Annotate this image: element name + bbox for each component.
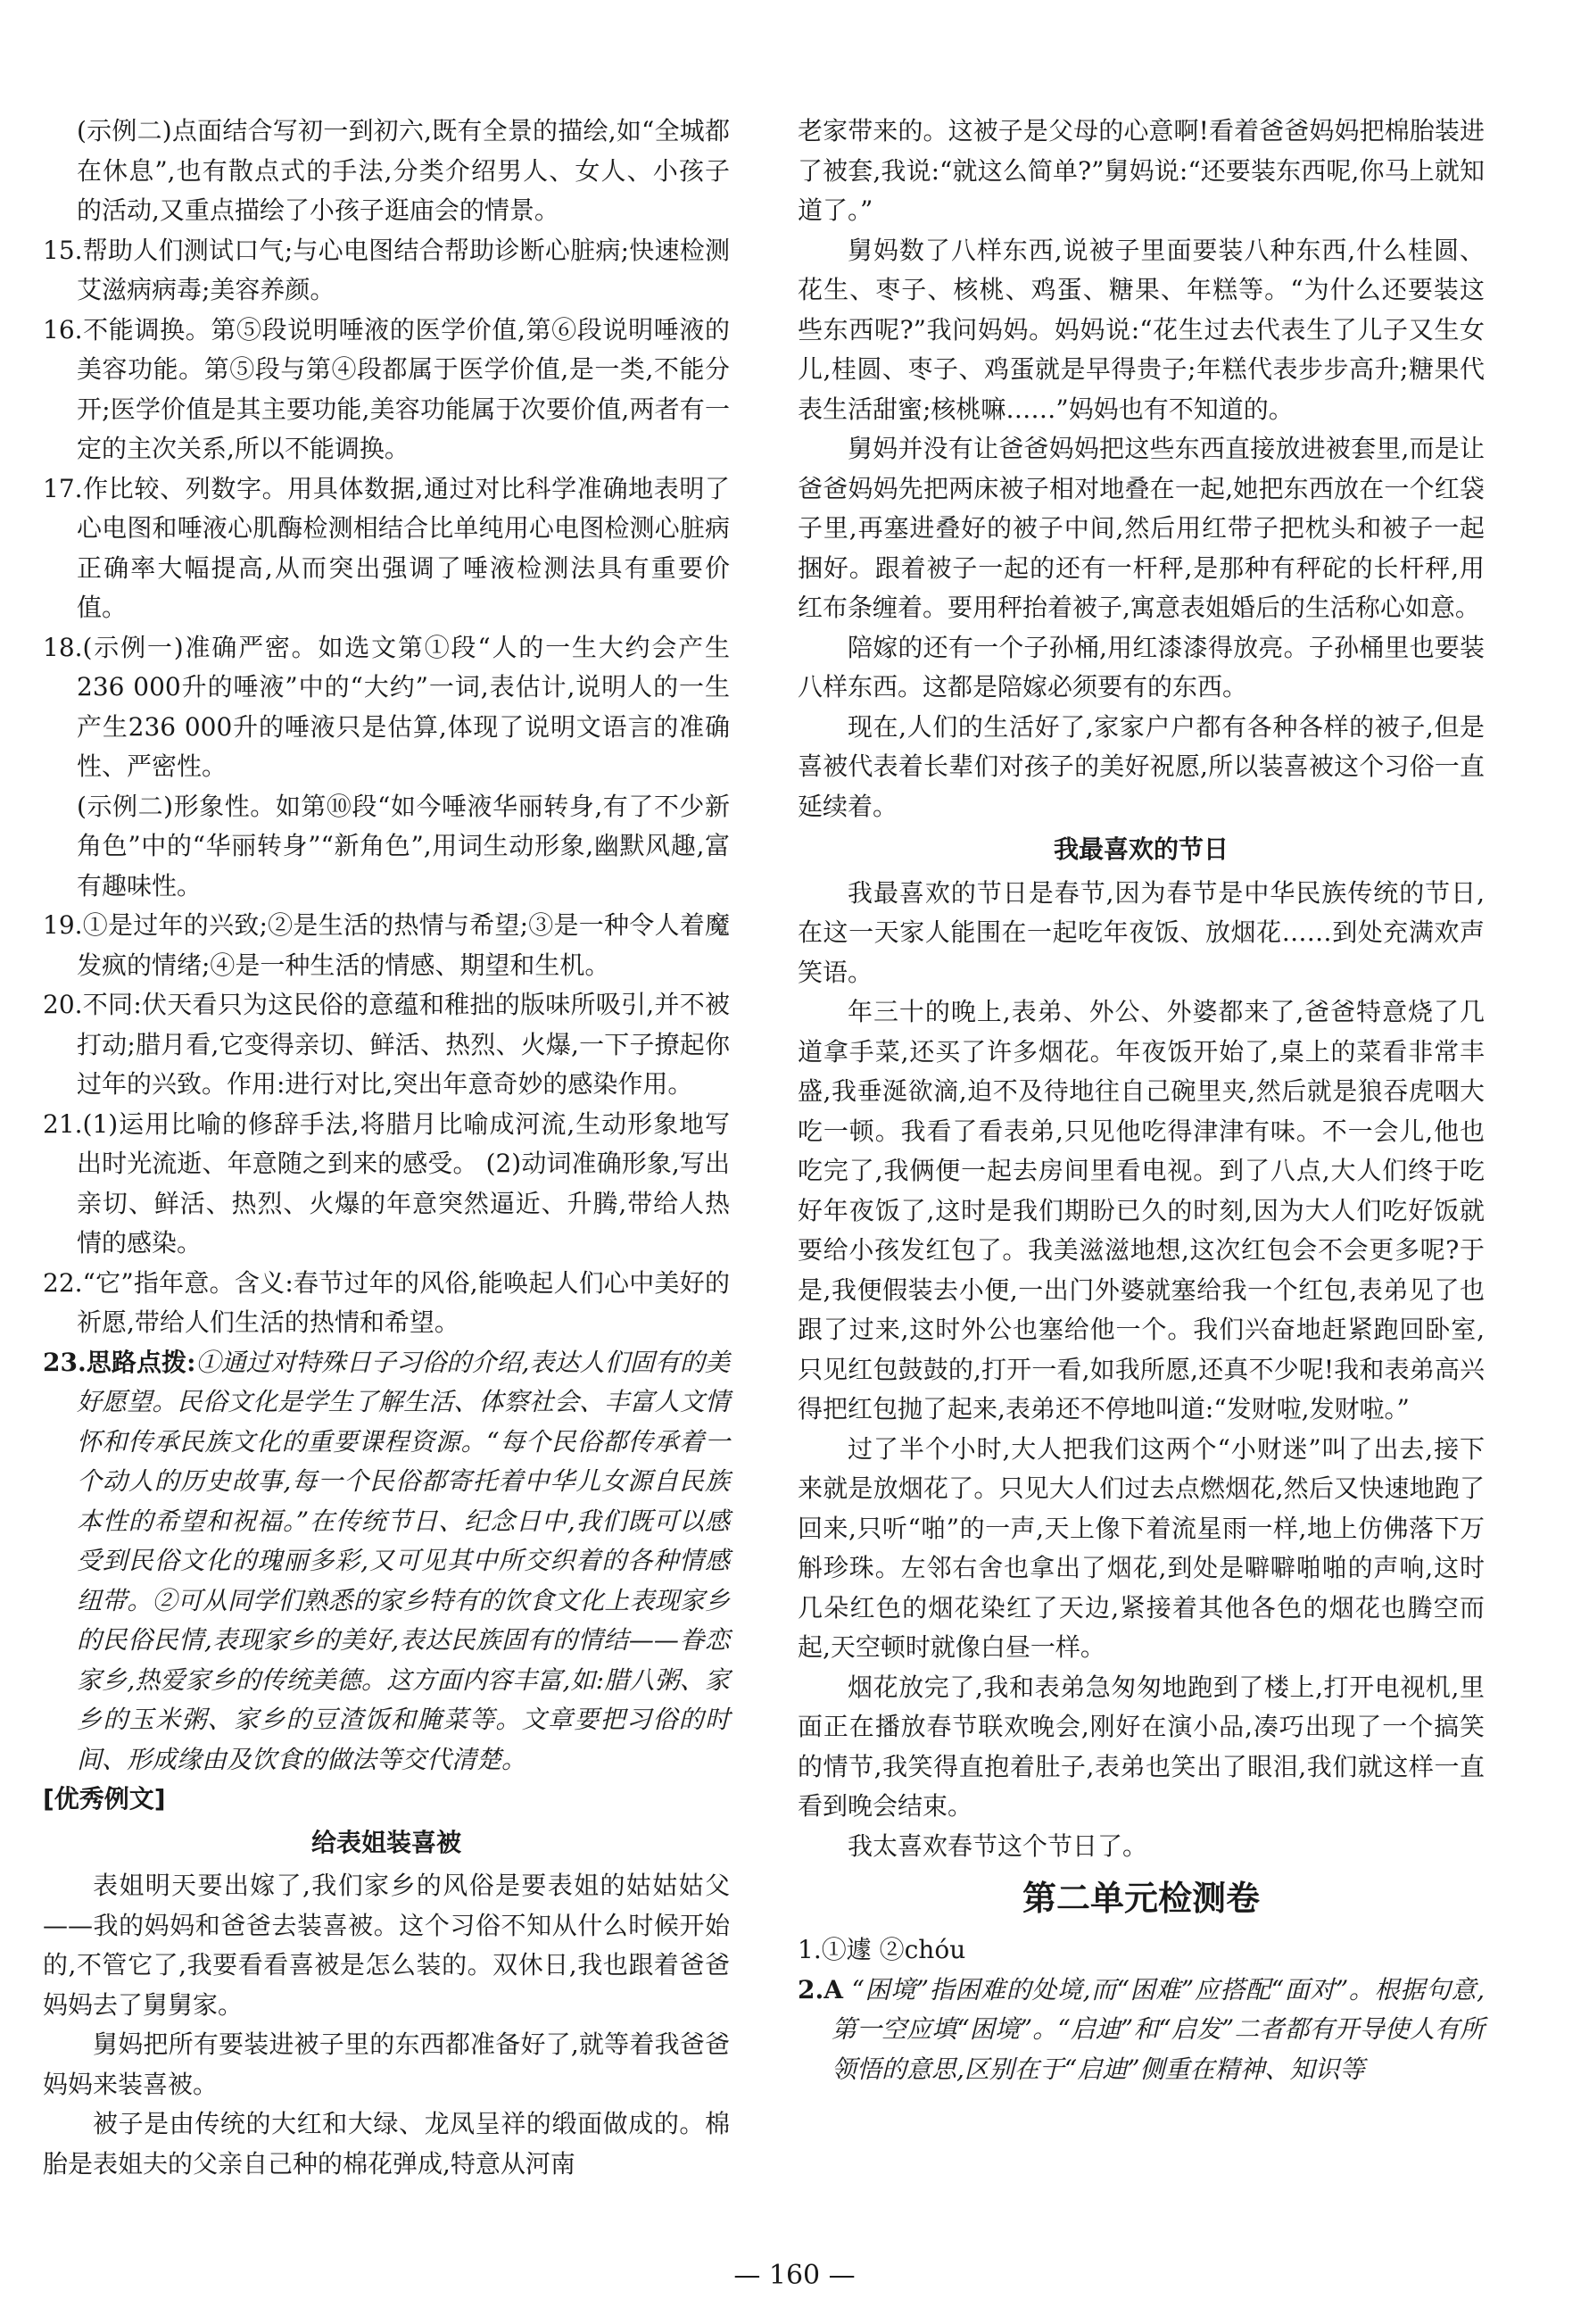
answer-number: 22. — [43, 1267, 83, 1298]
answer-number: 21. — [43, 1108, 83, 1139]
essay-paragraph: 年三十的晚上,表弟、外公、外婆都来了,爸爸特意烧了几道拿手菜,还买了许多烟花。年夜饭开始了,桌上的菜看非常丰盛,我垂涎欲滴,迫不及待地往自己碗里夹,然后就是狼吞虎咽大吃一顿。我看了看表弟,只见他吃得津津有味。不一会儿,他也吃完了,我俩便一起去房间里看电视。到了八点,大人们终于吃好年夜饭了,这时是我们期盼已久的时刻,因为大人们吃好饭就要给小孩发红包了。我美滋滋地想,这次红包会不会更多呢?于是,我便假装去小便,一出门外婆就塞给我一个红包,表弟见了也跟了过来,这时外公也塞给他一个。我们兴奋地赶紧跑回卧室,只见红包鼓鼓的,打开一看,如我所愿,还真不少呢!我和表弟高兴得把红包抛了起来,表弟还不停地叫道:“发财啦,发财啦。” — [798, 997, 1485, 1423]
answer-19 — [43, 906, 730, 985]
answer-20 — [43, 985, 730, 1105]
answer-number: 16. — [43, 314, 83, 344]
answer-22 — [43, 1264, 730, 1343]
essay-paragraph: 烟花放完了,我和表弟急匆匆地跑到了楼上,打开电视机,里面正在播放春节联欢晚会,刚好在演小品,凑巧出现了一个搞笑的情节,我笑得直抱着肚子,表弟也笑出了眼泪,我们就这样一直看到晚会结束。 — [798, 1672, 1485, 1821]
answer-15 — [43, 231, 730, 311]
essay-paragraph: 舅妈把所有要装进被子里的东西都准备好了,就等着我爸爸妈妈来装喜被。 — [43, 2029, 730, 2099]
answer-number: 15. — [43, 235, 83, 265]
hint-label: 思路点拨: — [86, 1347, 196, 1377]
answer-text: 不同:伏天看只为这民俗的意蕴和稚拙的版味所吸引,并不被打动;腊月看,它变得亲切、鲜活、热烈、火爆,一下子撩起你过年的兴致。作用:进行对比,突出年意奇妙的感染作用。 — [77, 990, 730, 1099]
answer-17 — [43, 469, 730, 628]
answer-text: (1)运用比喻的修辞手法,将腊月比喻成河流,生动形象地写出时光流逝、年意随之到来的感受。 (2)动词准确形象,写出亲切、鲜活、热烈、火爆的年意突然逼近、升腾,带给人热情的感染。 — [77, 1108, 730, 1257]
answer-16 — [43, 311, 730, 469]
left-column — [43, 112, 730, 2184]
answer-text: 作比较、列数字。用具体数据,通过对比科学准确地表明了心电图和唾液心肌酶检测相结合比单纯用心电图检测心脏病正确率大幅提高,从而突出强调了唾液检测法具有重要价值。 — [77, 473, 730, 622]
answer-number: 20. — [43, 990, 83, 1019]
essay-title-wedding-quilt: 给表姐装喜被 — [310, 1827, 461, 1857]
answer-number: 18. — [43, 632, 83, 662]
unit-answer-2 — [798, 1971, 1485, 2090]
answer-number: 17. — [43, 473, 83, 503]
hint-text: ①通过对特殊日子习俗的介绍,表达人们固有的美好愿望。民俗文化是学生了解生活、体察社会、丰富人文情怀和传承民族文化的重要课程资源。“每个民俗都传承着一个动人的历史故事,每一个民俗都寄托着中华儿女源自民族本性的希望和祝福。”在传统节日、纪念日中,我们既可以感受到民俗文化的瑰丽多彩,又可见其中所交织着的各种情感纽带。②可从同学们熟悉的家乡特有的饮食文化上表现家乡的民俗民情,表现家乡的美好,表达民族固有的情结——眷恋家乡,热爱家乡的传统美德。这方面内容丰富,如:腊八粥、家乡的玉米粥、家乡的豆渣饭和腌菜等。文章要把习俗的时间、形成缘由及饮食的做法等交代清楚。 — [77, 1347, 730, 1774]
essay-paragraph-continued: 老家带来的。这被子是父母的心意啊!看着爸爸妈妈把棉胎装进了被套,我说:“就这么简单?”舅妈说:“还要装东西呢,你马上就知道了。” — [798, 116, 1485, 225]
right-column — [798, 112, 1485, 2089]
answer-text: (示例二)形象性。如第⑩段“如今唾液华丽转身,有了不少新角色”中的“华丽转身”“新角色”,用词生动形象,幽默风趣,富有趣味性。 — [77, 791, 730, 901]
answer-text: 不能调换。第⑤段说明唾液的医学价值,第⑥段说明唾液的美容功能。第⑤段与第④段都属于医学价值,是一类,不能分开;医学价值是其主要功能,美容功能属于次要价值,两者有一定的主次关系,所以不能调换。 — [77, 314, 730, 463]
essay-paragraph: 表姐明天要出嫁了,我们家乡的风俗是要表姐的姑姑姑父——我的妈妈和爸爸去装喜被。这个习俗不知从什么时候开始的,不管它了,我要看看喜被是怎么装的。双休日,我也跟着爸爸妈妈去了舅舅家。 — [43, 1871, 730, 2020]
answer-18 — [43, 628, 730, 787]
answer-text: (示例一)准确严密。如选文第①段“人的一生大约会产生236 000升的唾液”中的“大约”一词,表估计,说明人的一生产生236 000升的唾液只是估算,体现了说明文语言的准确性、严密性。 — [77, 632, 730, 781]
answer-choice: A — [823, 1974, 843, 2004]
answer-text: 帮助人们测试口气;与心电图结合帮助诊断心脏病;快速检测艾滋病病毒;美容养颜。 — [77, 235, 730, 304]
answer-number: 19. — [43, 910, 83, 940]
answer-number: 23. — [43, 1347, 87, 1377]
answer-number: 1. — [798, 1935, 822, 1964]
answer-text: ①遽 ②chóu — [821, 1935, 966, 1964]
essay-title-favorite-festival: 我最喜欢的节日 — [1053, 834, 1229, 864]
example-label: (示例二) — [77, 116, 172, 145]
answer-21 — [43, 1105, 730, 1264]
unit-test-title: 第二单元检测卷 — [1022, 1879, 1260, 1918]
essay-paragraph: 陪嫁的还有一个子孙桶,用红漆漆得放亮。子孙桶里也要装八样东西。这都是陪嫁必须要有的东西。 — [798, 632, 1485, 701]
essay-paragraph: 过了半个小时,大人把我们这两个“小财迷”叫了出去,接下来就是放烟花了。只见大人们过去点燃烟花,然后又快速地跑了回来,只听“啪”的一声,天上像下着流星雨一样,地上仿佛落下万斛珍珠。左邻右舍也拿出了烟花,到处是噼噼啪啪的声响,这时几朵红色的烟花染红了天边,紧接着其他各色的烟花也腾空而起,天空顿时就像白昼一样。 — [798, 1433, 1485, 1662]
example-text: 点面结合写初一到初六,既有全景的描绘,如“全城都在休息”,也有散点式的手法,分类介绍男人、女人、小孩子的活动,又重点描绘了小孩子逛庙会的情景。 — [77, 116, 730, 225]
answer-23 — [43, 1343, 730, 1780]
unit-answer-1 — [798, 1930, 1485, 1971]
essay-paragraph: 被子是由传统的大红和大绿、龙凤呈祥的缎面做成的。棉胎是表姐夫的父亲自己种的棉花弹成,特意从河南 — [43, 2109, 730, 2179]
excellent-essay-tag: [优秀例文] — [43, 1784, 166, 1814]
answer-18-example-2-paragraph — [43, 112, 730, 231]
essay-paragraph: 舅妈数了八样东西,说被子里面要装八种东西,什么桂圆、花生、枣子、核桃、鸡蛋、糖果、年糕等。“为什么还要装这些东西呢?”我问妈妈。妈妈说:“花生过去代表生了儿子又生女儿,桂圆、枣子、鸡蛋就是早得贵子;年糕代表步步高升;糖果代表生活甜蜜;核桃嘛……”妈妈也有不知道的。 — [798, 235, 1485, 424]
answer-text: ①是过年的兴致;②是生活的热情与希望;③是一种令人着魔发疯的情绪;④是一种生活的情感、期望和生机。 — [77, 910, 730, 980]
answer-number: 2. — [798, 1974, 824, 2004]
answer-18-example-2 — [43, 787, 730, 907]
essay-paragraph: 舅妈并没有让爸爸妈妈把这些东西直接放进被套里,而是让爸爸妈妈先把两床被子相对地叠在一起,她把东西放在一个红袋子里,再塞进叠好的被子中间,然后用红带子把枕头和被子一起捆好。跟着被子一起的还有一杆秤,是那种有秤砣的长杆秤,用红布条缠着。要用秤抬着被子,寓意表姐婚后的生活称心如意。 — [798, 434, 1485, 622]
essay-paragraph: 我太喜欢春节这个节日了。 — [848, 1830, 1148, 1861]
essay-paragraph: 现在,人们的生活好了,家家户户都有各种各样的被子,但是喜被代表着长辈们对孩子的美好祝愿,所以装喜被这个习俗一直延续着。 — [798, 711, 1485, 821]
essay-paragraph: 我最喜欢的节日是春节,因为春节是中华民族传统的节日,在这一天家人能围在一起吃年夜饭、放烟花……到处充满欢声笑语。 — [798, 877, 1485, 987]
answer-text: “它”指年意。含义:春节过年的风俗,能唤起人们心中美好的祈愿,带给人们生活的热情和希望。 — [77, 1267, 730, 1337]
page-number: — 160 — — [733, 2260, 856, 2291]
answer-text: “困境”指困难的处境,而“困难”应搭配“面对”。根据句意,第一空应填“困境”。“启迪”和“启发”二者都有开导使人有所领悟的意思,区别在于“启迪”侧重在精神、知识等 — [832, 1974, 1485, 2084]
